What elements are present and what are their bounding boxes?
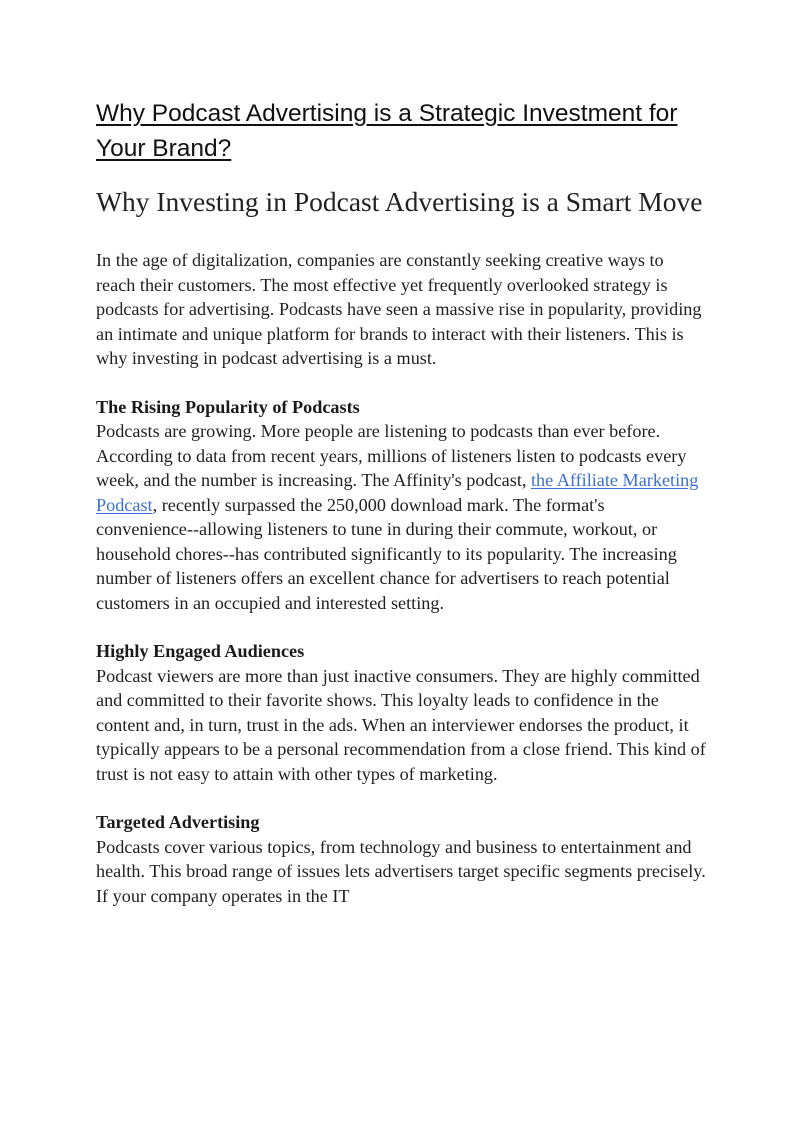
paragraph-text: Podcasts are growing. More people are listening to podcasts than ever before. According to data from recent years, millions of listeners listen to podcasts every week, and the number is increasing. The Affinity's podcast, <box>96 421 687 490</box>
document-page <box>96 96 706 908</box>
section-heading: Targeted Advertising <box>96 812 260 832</box>
section-heading: Highly Engaged Audiences <box>96 641 305 661</box>
section-heading: The Rising Popularity of Podcasts <box>96 396 360 417</box>
affiliate-podcast-link[interactable]: the Affiliate Marketing Podcast <box>96 470 699 515</box>
main-heading: Why Investing in Podcast Advertising is a Smart Move <box>96 186 703 217</box>
section-targeted-advertising <box>96 810 706 908</box>
intro-paragraph: In the age of digitalization, companies are constantly seeking creative ways to reach their customers. The most effective yet frequently overlooked strategy is podcasts for advertising. Podcasts have seen a massive rise in popularity, providing an intimate and unique platform for brands to interact with their listeners. This is why investing in podcast advertising is a must. <box>96 250 702 368</box>
section-paragraph <box>96 419 706 615</box>
section-rising-popularity <box>96 395 706 616</box>
document-title: Why Podcast Advertising is a Strategic Investment for Your Brand? <box>96 100 678 162</box>
paragraph-text: , recently surpassed the 250,000 download mark. The format's convenience--allowing listeners to tune in during their commute, workout, or household chores--has contributed significantly to its popularity. The increasing number of listeners offers an excellent chance for advertisers to reach potential customers in an occupied and interested setting. <box>96 494 677 613</box>
section-paragraph: Podcast viewers are more than just inactive consumers. They are highly committed and committed to their favorite shows. This loyalty leads to confidence in the content and, in turn, trust in the ads. When an interviewer endorses the product, it typically appears to be a personal recommendation from a close friend. This kind of trust is not easy to attain with other types of marketing. <box>96 665 706 784</box>
section-paragraph: Podcasts cover various topics, from technology and business to entertainment and health. This broad range of issues lets advertisers target specific segments precisely. If your company operates in the IT <box>96 836 706 906</box>
section-engaged-audiences <box>96 639 706 786</box>
